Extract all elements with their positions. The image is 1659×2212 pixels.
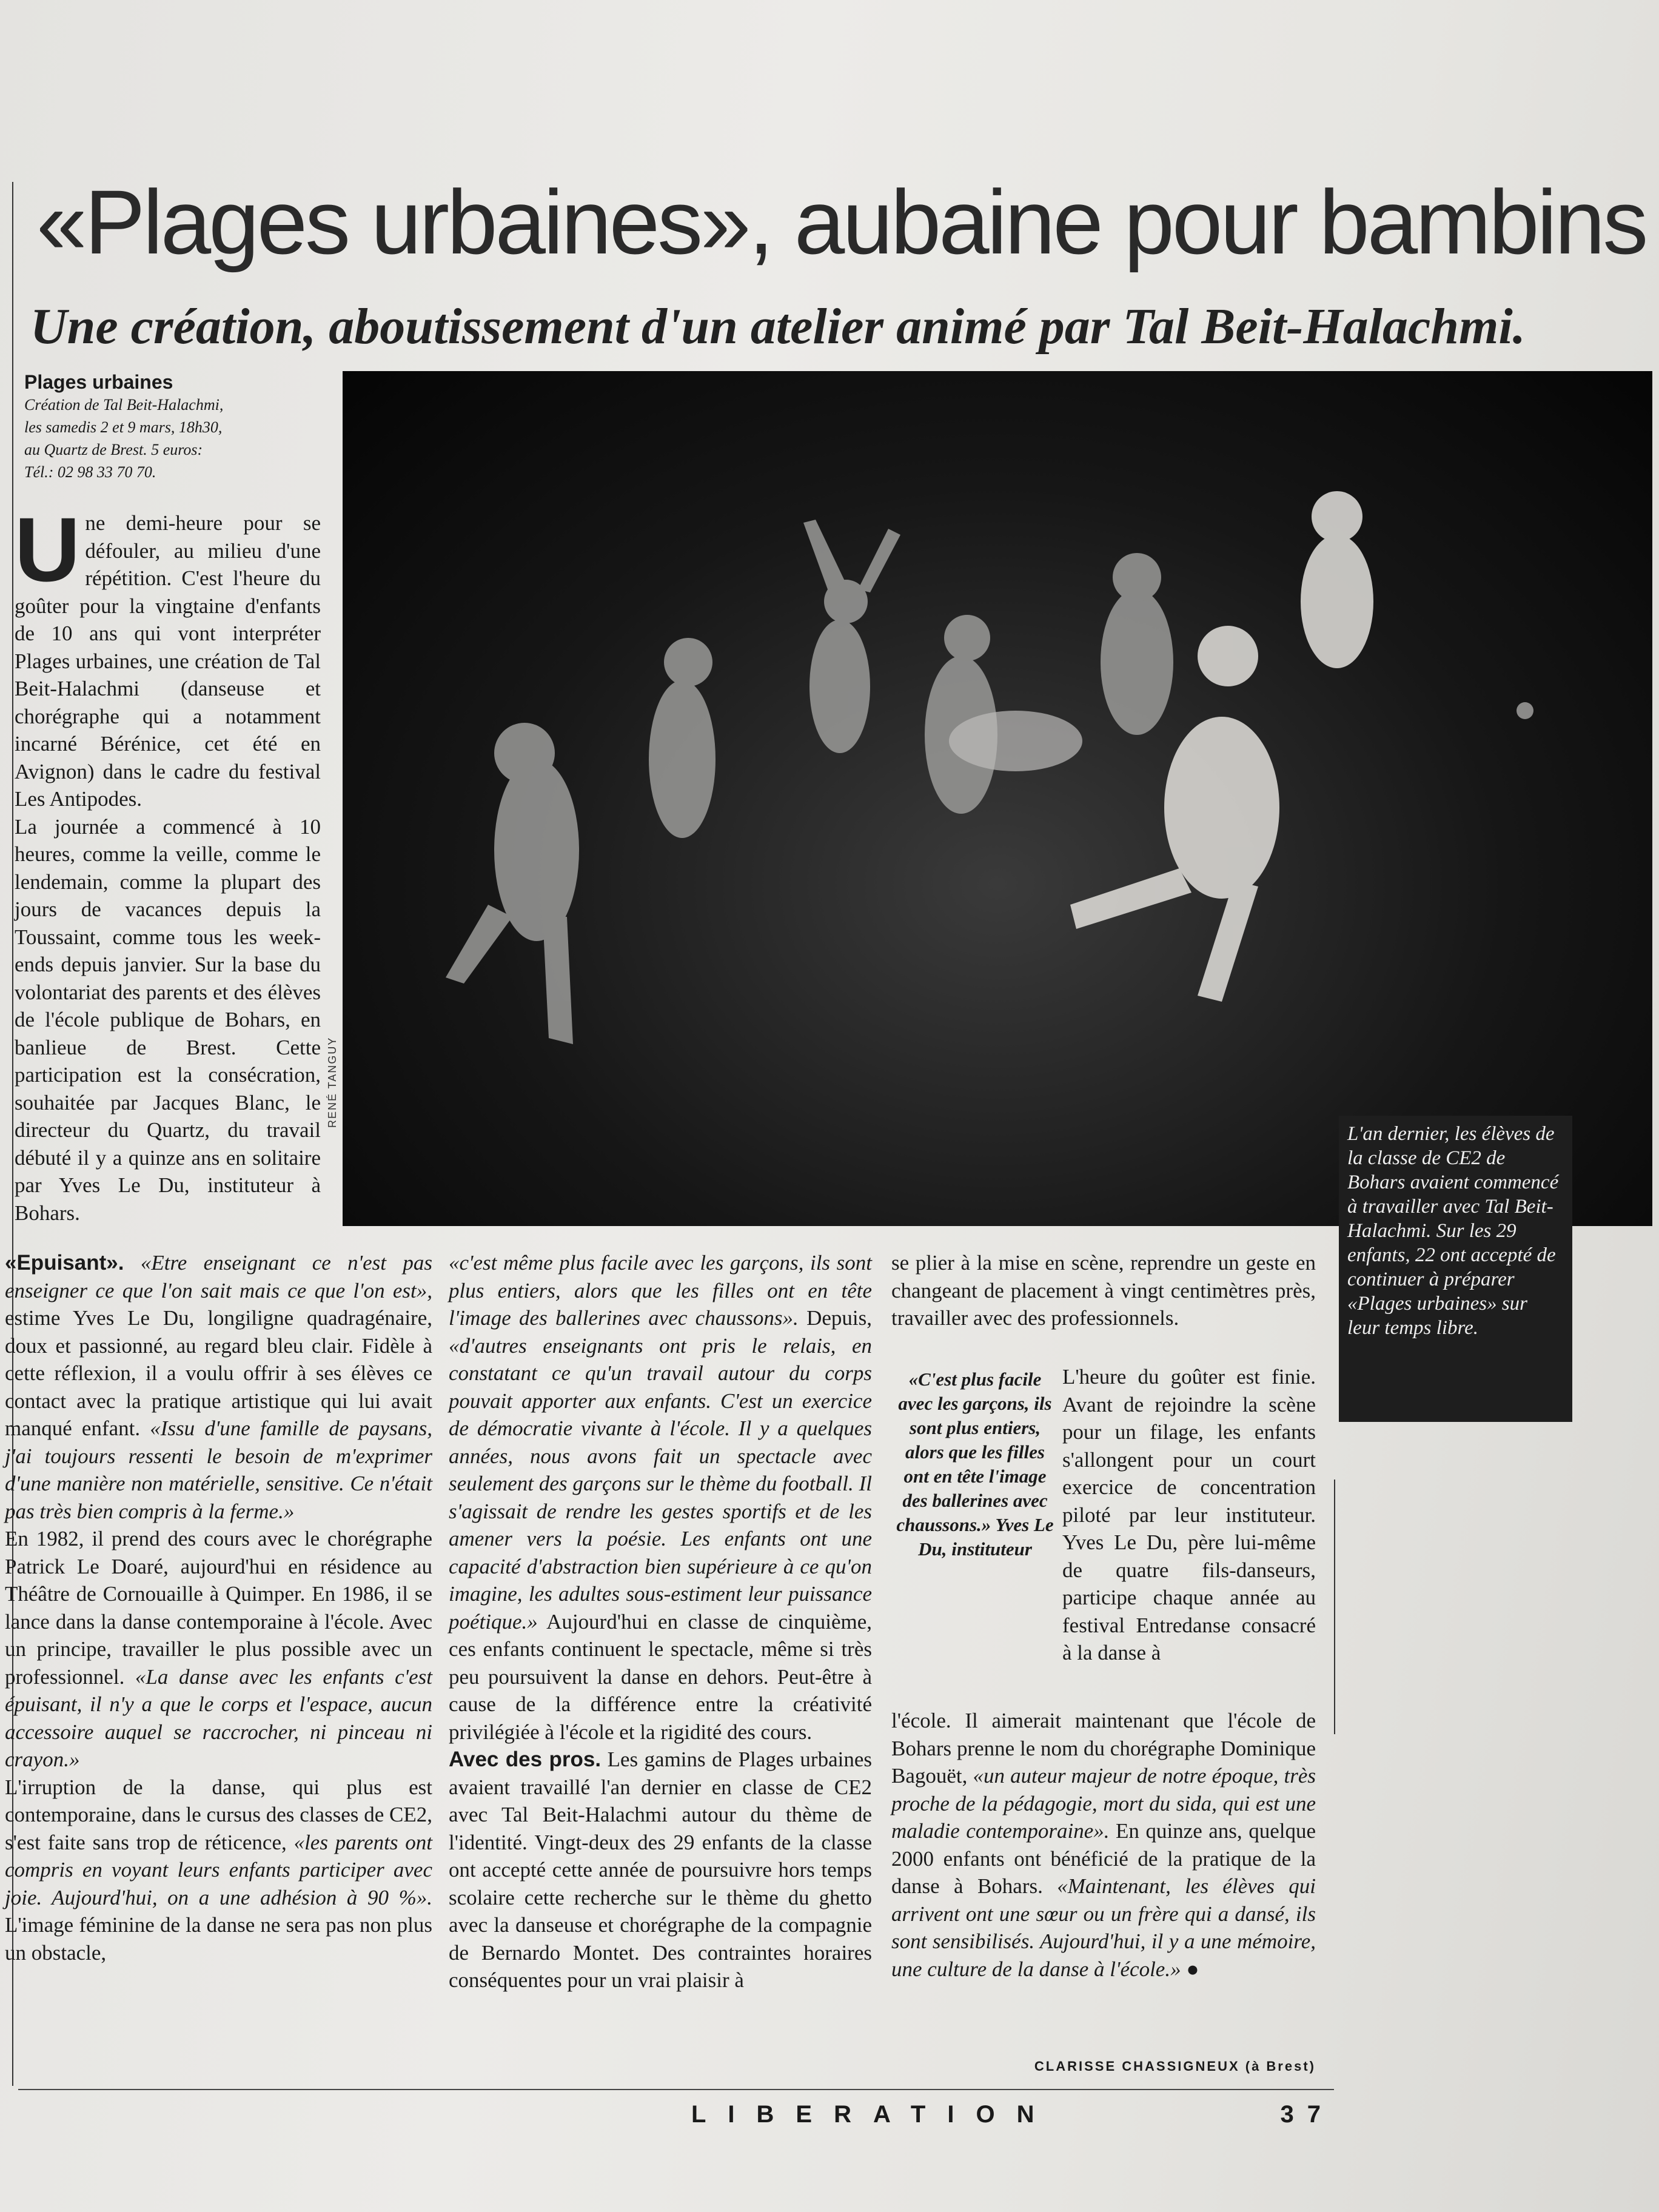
page-number: 37 <box>1280 2101 1334 2128</box>
quote: «un auteur majeur de notre époque, très proche de la pédagogie, mort du sida, qui est une maladie contemporaine». <box>891 1764 1316 1843</box>
quote: «les parents ont compris en voyant leurs enfants participer avec joie. Aujourd'hui, on a une adhésion à 90 %». <box>5 1830 432 1909</box>
section-lead: «Epuisant». <box>5 1251 124 1275</box>
quote: «Maintenant, les élèves qui arrivent ont une sœur ou un frère qui a dansé, ils sont sensibilisés. Aujourd'hui, il y a une mémoire, une culture de la danse à l'école.» <box>891 1874 1316 1981</box>
quote: «La danse avec les enfants c'est épuisant, il n'y a que le corps et l'espace, aucun accessoire auquel se raccrocher, ni pinceau ni crayon.» <box>5 1664 432 1771</box>
photo-caption: L'an dernier, les élèves de la classe de CE2 de Bohars avaient commencé à travailler avec Tal Beit-Halachmi. Sur les 29 enfants, 22 ont accepté de continuer à préparer «Plages urbaines» sur leur temps libre. <box>1339 1116 1572 1422</box>
paragraph: ne demi-heure pour se défouler, au milieu d'une répétition. C'est l'heure du goûter pour la vingtaine d'enfants de 10 ans qui vont interpréter Plages urbaines, une création de Tal Beit-Halachmi (danseuse et chorégraphe qui a notamment incarné Bérénice, cet été en Avignon) dans le cadre du festival Les Antipodes. <box>15 511 321 811</box>
event-title: Plages urbaines <box>24 371 173 393</box>
paragraph: Depuis, <box>806 1306 872 1330</box>
event-info-box <box>24 371 340 483</box>
quote: «Issu d'une famille de paysans, j'ai toujours ressenti le besoin de m'exprimer d'une manière non matérielle, sensitive. Ce n'était pas très bien compris à la ferme.» <box>5 1416 433 1523</box>
end-mark: ● <box>1186 1957 1199 1981</box>
section-lead: Avec des pros. <box>449 1748 602 1771</box>
paragraph: En 1982, il prend des cours avec le chorégraphe Patrick Le Doaré, aujourd'hui en résidence au Théâtre de Cornouaille à Quimper. En 1986, il se lance dans la danse contemporaine à l'école. Avec un principe, travailler le plus possible avec un professionnel. <box>5 1527 432 1689</box>
article-column-2 <box>449 1249 872 1994</box>
quote: «d'autres enseignants ont pris le relais, en constatant ce qu'un travail autour du corps pouvait apporter aux enfants. C'est un exercice de démocratie vivante à l'école. Il y a quelques années, nous avons fait un spectacle avec seulement des garçons sur le thème du football. Il s'agissait de rendre les gestes sportifs et de les amener vers la poésie. Les enfants ont une capacité d'abstraction bien supérieure à ce qu'on imagine, les adultes sous-estiment leur puissance poétique.» <box>449 1333 872 1634</box>
paragraph: Aujourd'hui en classe de cinquième, ces enfants continuent le spectacle, même si très peu poursuivent la danse en dehors. Peut-être à cause de la différence entre la créativité privilégiée à l'école et la rigidité des cours. <box>449 1609 872 1744</box>
photo-credit: RENÉ TANGUY <box>326 1036 338 1128</box>
byline: CLARISSE CHASSIGNEUX (à Brest) <box>1034 2059 1316 2074</box>
event-info-line: les samedis 2 et 9 mars, 18h30, <box>24 418 223 436</box>
event-info-line: au Quartz de Brest. 5 euros: <box>24 441 203 458</box>
page-footer <box>691 2101 1334 2128</box>
dance-photo <box>343 371 1652 1226</box>
footer-rule <box>18 2089 1334 2090</box>
article-column-3-middle <box>1062 1363 1316 1667</box>
paragraph: Les gamins de Plages urbaines avaient travaillé l'an dernier en classe de CE2 avec Tal Beit-Halachmi autour du thème de l'identité. Vingt-deux des 29 enfants de la classe ont accepté cette année de poursuivre hors temps scolaire cette recherche sur le thème du ghetto avec la danseuse et chorégraphe de la compagnie de Bernardo Montet. Des contraintes horaires conséquentes pour un vrai plaisir à <box>449 1748 872 1992</box>
paragraph: l'école. Il aimerait maintenant que l'école de Bohars prenne le nom du chorégraphe Dominique Bagouët, <box>891 1709 1316 1788</box>
quote: «c'est même plus facile avec les garçons, ils sont plus entiers, alors que les filles ont en tête l'image des ballerines avec chaussons». <box>449 1251 872 1330</box>
paragraph: L'heure du goûter est finie. Avant de rejoindre la scène pour un filage, les enfants s'allongent pour un court exercice de concentration piloté par leur instituteur. Yves Le Du, père lui-même de quatre fils-danseurs, participe chaque année au festival Entredanse consacré à la danse à <box>1062 1365 1316 1664</box>
paragraph: L'image féminine de la danse ne sera pas non plus un obstacle, <box>5 1913 432 1965</box>
paragraph: L'irruption de la danse, qui plus est contemporaine, dans le cursus des classes de CE2, s'est faite sans trop de réticence, <box>5 1775 432 1854</box>
subheadline: Une création, aboutissement d'un atelier animé par Tal Beit-Halachmi. <box>30 298 1526 355</box>
dancing-children-image <box>343 371 1652 1226</box>
column-rule <box>1334 1480 1335 1734</box>
paragraph: estime Yves Le Du, longiligne quadragénaire, doux et passionné, au regard bleu clair. Fidèle à cette réflexion, il a voulu offrir à ses élèves ce contact avec la pratique artistique qui lui avait manqué enfant. <box>5 1306 432 1440</box>
quote: «Etre enseignant ce n'est pas enseigner ce que l'on sait mais ce que l'on est», <box>5 1251 433 1302</box>
newspaper-name: LIBERATION <box>691 2101 1056 2128</box>
article-column-3-bottom <box>891 1707 1316 1983</box>
headline: «Plages urbaines», aubaine pour bambins <box>36 171 1646 273</box>
drop-cap: U <box>15 498 81 600</box>
article-column-1-bottom <box>5 1249 432 1966</box>
paragraph: En quinze ans, quelque 2000 enfants ont bénéficié de la pratique de la danse à Bohars. <box>891 1819 1316 1898</box>
paragraph: La journée a commencé à 10 heures, comme la veille, comme le lendemain, comme la plupart des jours de vacances depuis la Toussaint, comme tous les week-ends depuis janvier. Sur la base du volontariat des parents et des élèves de l'école publique de Bohars, en banlieue de Brest. Cette participation est la consécration, souhaitée par Jacques Blanc, le directeur du Quartz, du travail débuté il y a quinze ans en solitaire par Yves Le Du, instituteur à Bohars. <box>15 814 321 1225</box>
article-column-3-top <box>891 1249 1316 1332</box>
event-info-line: Création de Tal Beit-Halachmi, <box>24 396 224 414</box>
article-column-1 <box>15 498 321 1227</box>
event-info-line: Tél.: 02 98 33 70 70. <box>24 463 156 481</box>
paragraph: se plier à la mise en scène, reprendre un geste en changeant de placement à vingt centimètres près, travailler avec des professionnels. <box>891 1251 1316 1330</box>
pull-quote: «C'est plus facile avec les garçons, ils sont plus entiers, alors que les filles ont en tête l'image des ballerines avec chaussons.» Yves Le Du, instituteur <box>896 1369 1054 1560</box>
